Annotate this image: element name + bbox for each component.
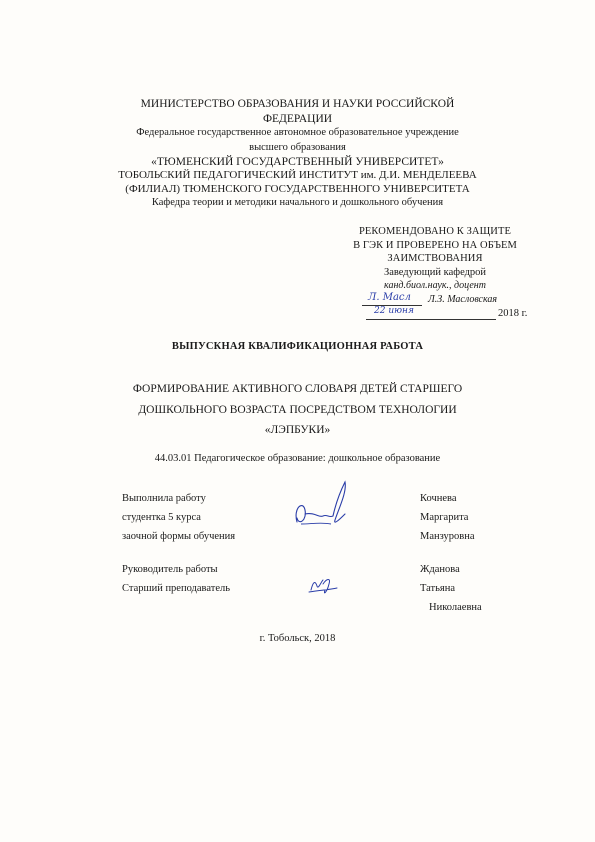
supervisor-name [420,560,482,617]
topic-line-2: ДОШКОЛЬНОГО ВОЗРАСТА ПОСРЕДСТВОМ ТЕХНОЛОГИИ [138,403,457,416]
author-name [420,489,475,546]
author-label-1: Выполнила работу [122,493,206,504]
head-name: Л.З. Масловская [428,293,498,305]
place-and-year: г. Тобольск, 2018 [259,633,336,644]
approval-date-line [340,307,530,321]
thesis-topic [0,379,595,441]
approval-line-3: ЗАИМСТВОВАНИЯ [387,253,483,264]
handwritten-head-signature: Л. Масл [368,292,411,303]
date-underline [366,319,496,320]
author-labels [122,489,235,546]
approval-year: 2018 г. [498,307,528,319]
approval-role: Заведующий кафедрой [383,266,487,278]
topic-line-1: ФОРМИРОВАНИЕ АКТИВНОГО СЛОВАРЯ ДЕТЕЙ СТАРШЕГО [132,383,463,395]
supervisor-signature-icon [305,570,345,600]
author-patronymic: Манзуровна [420,531,475,542]
approval-block [340,225,530,321]
author-surname: Кочнева [420,493,457,504]
approval-degree: канд.биол.наук., доцент [384,280,486,291]
supervisor-labels [122,560,230,598]
university-name: «ТЮМЕНСКИЙ ГОСУДАРСТВЕННЫЙ УНИВЕРСИТЕТ» [151,156,444,168]
branch-header [0,169,595,210]
ministry-line-1: МИНИСТЕРСТВО ОБРАЗОВАНИЯ И НАУКИ РОССИЙСКОЙ [140,98,455,110]
supervisor-surname: Жданова [420,564,460,575]
approval-line-2: В ГЭК И ПРОВЕРЕНО НА ОБЪЕМ [353,239,517,251]
supervisor-label-2: Старший преподаватель [122,583,231,594]
supervisor-first-name: Татьяна [420,583,456,594]
specialty-code: 44.03.01 Педагогическое образование: дошкольное образование [154,453,441,464]
work-type-title: ВЫПУСКНАЯ КВАЛИФИКАЦИОННАЯ РАБОТА [171,341,424,352]
topic-line-3: «ЛЭПБУКИ» [264,424,331,436]
author-first-name: Маргарита [420,512,469,523]
branch-line-2: (ФИЛИАЛ) ТЮМЕНСКОГО ГОСУДАРСТВЕННОГО УНИВЕРСИТЕТА [125,182,470,195]
handwritten-approval-date: 22 июня [374,306,414,316]
author-label-3: заочной формы обучения [122,531,236,542]
ministry-line-2: ФЕДЕРАЦИИ [262,112,333,125]
branch-line-1: ТОБОЛЬСКИЙ ПЕДАГОГИЧЕСКИЙ ИНСТИТУТ им. Д.И. МЕНДЕЛЕЕВА [118,169,477,181]
supervisor-label-1: Руководитель работы [122,564,218,575]
approval-line-1: РЕКОМЕНДОВАНО К ЗАЩИТЕ [358,226,512,237]
ministry-header [0,97,595,170]
author-label-2: студентка 5 курса [122,512,201,523]
author-signature-icon [285,478,355,538]
department-name: Кафедра теории и методики начального и дошкольного обучения [151,197,444,208]
institution-line-2: высшего образования [249,141,346,153]
institution-line-1: Федеральное государственное автономное образовательное учреждение [136,127,459,138]
supervisor-patronymic: Николаевна [429,602,482,613]
